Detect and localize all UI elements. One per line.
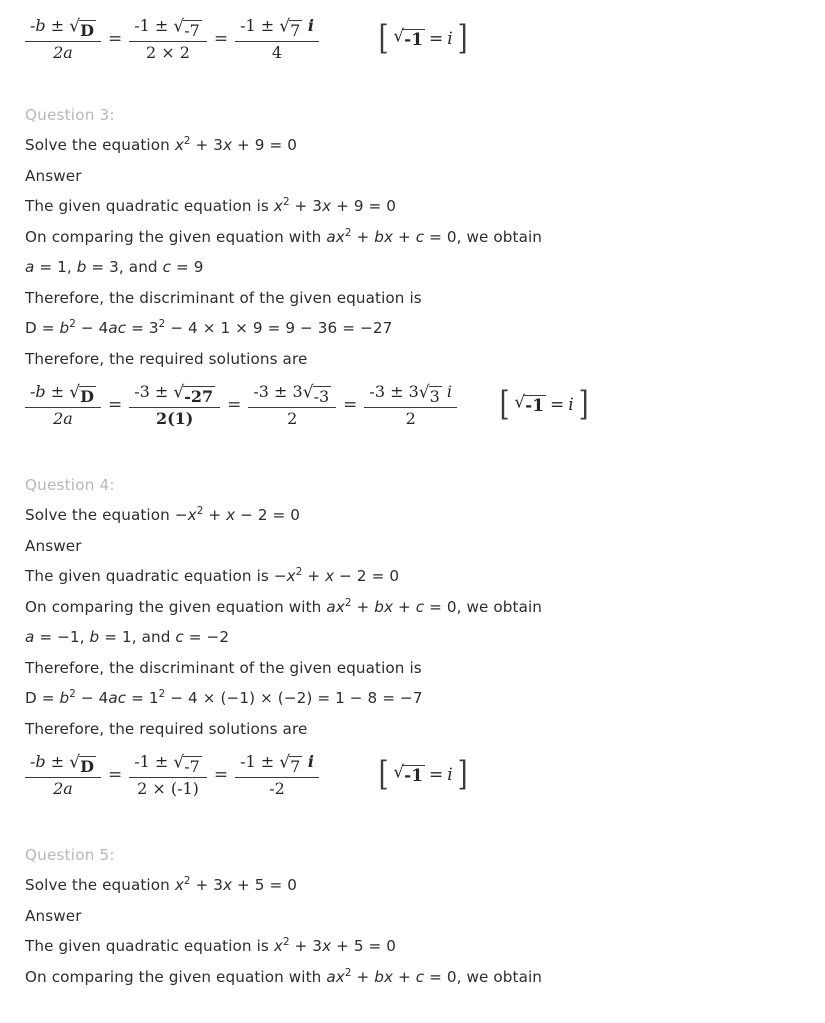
num-prefix: -3 ±	[134, 382, 174, 401]
bracket-open: [	[378, 753, 389, 794]
formula-expression	[25, 16, 319, 62]
question-heading-q5: Question 5:	[25, 845, 115, 864]
fraction-1	[25, 752, 101, 798]
radicand: -27	[184, 386, 214, 406]
equals-sign: =	[227, 394, 242, 415]
radical-icon: √ 7	[279, 16, 301, 40]
radical-icon: √ -1	[393, 26, 424, 50]
num-suffix: i	[302, 16, 314, 35]
fraction-numerator	[25, 16, 101, 41]
bracket-close: ]	[457, 753, 468, 794]
imaginary-unit-note	[498, 383, 590, 424]
discriminant-intro-q4: Therefore, the discriminant of the given equation is	[25, 658, 422, 677]
fraction-numerator	[248, 382, 336, 407]
formula-q2-solutions	[25, 16, 805, 62]
radical-icon: √ -27	[173, 382, 214, 406]
discriminant-calc-q3: $D = b^2 - 4ac = 3^2 - 4 \times 1 \times 9 = 9 - 36 = -27$	[25, 317, 393, 337]
fraction-numerator	[129, 382, 220, 407]
radical-icon: √ -1	[393, 762, 424, 786]
imaginary-unit: i	[447, 28, 453, 49]
num-prefix: -3 ± 3	[253, 382, 303, 401]
imaginary-unit-note	[377, 17, 469, 58]
fraction-denominator: 2a	[25, 407, 101, 428]
answer-label-q3: Answer	[25, 166, 82, 185]
fraction-denominator: 2 × (-1)	[129, 777, 207, 798]
radical-icon: √ D	[69, 16, 94, 40]
equals-sign: =	[429, 764, 444, 785]
fraction-numerator	[25, 382, 101, 407]
fraction-denominator: 2(1)	[129, 407, 220, 428]
imaginary-unit-note	[377, 753, 469, 794]
radicand: -1	[404, 766, 424, 786]
num-suffix: i	[302, 752, 314, 771]
question-prompt-q3: Solve the equation $x^2 + 3x + 9 = 0$	[25, 134, 298, 154]
fraction-numerator	[235, 16, 319, 41]
radicand: D	[80, 386, 94, 406]
fraction-1	[25, 382, 101, 428]
num-prefix: -b ±	[30, 16, 70, 35]
equals-sign: =	[213, 764, 229, 785]
radical-icon: √ 3	[418, 382, 440, 406]
radicand: 3	[429, 386, 440, 406]
equals-sign: =	[107, 28, 123, 49]
fraction-4	[364, 382, 457, 428]
question-heading-q4: Question 4:	[25, 475, 115, 494]
radicand: D	[80, 756, 94, 776]
question-prompt-q5: Solve the equation $x^2 + 3x + 5 = 0$	[25, 874, 298, 894]
discriminant-intro-q3: Therefore, the discriminant of the given equation is	[25, 288, 422, 307]
num-prefix: -1 ±	[240, 16, 280, 35]
radical-icon: √ D	[69, 382, 94, 406]
radicand: 7	[290, 756, 301, 776]
fraction-numerator	[25, 752, 101, 777]
formula-q4-solutions	[25, 752, 805, 798]
fraction-denominator: 2a	[25, 777, 101, 798]
radical-icon: √ -7	[173, 16, 200, 40]
num-prefix: -b ±	[30, 382, 70, 401]
num-prefix: -b ±	[30, 752, 70, 771]
fraction-3	[235, 752, 319, 798]
radical-icon: √ -1	[514, 392, 545, 416]
radical-icon: √ -3	[302, 382, 330, 406]
num-prefix: -1 ±	[240, 752, 280, 771]
bracket-close: ]	[578, 383, 589, 424]
question-prompt-q4: Solve the equation $-x^2 + x - 2 = 0$	[25, 504, 301, 524]
equals-sign: =	[429, 28, 444, 49]
fraction-2	[129, 16, 207, 62]
radicand: 7	[290, 20, 301, 40]
fraction-denominator: 2 × 2	[129, 41, 207, 62]
radicand: -7	[184, 756, 200, 776]
radicand: D	[80, 20, 94, 40]
radical-icon: √ 7	[279, 752, 301, 776]
equals-sign: =	[550, 394, 565, 415]
note-content	[390, 28, 455, 51]
formula-expression	[25, 382, 457, 428]
equals-sign: =	[107, 764, 123, 785]
fraction-denominator: 2	[364, 407, 457, 428]
radical-icon: √ -7	[173, 752, 200, 776]
num-prefix: -1 ±	[134, 16, 174, 35]
equals-sign: =	[107, 394, 123, 415]
num-suffix: i	[441, 382, 452, 401]
fraction-numerator	[129, 752, 207, 777]
radicand: -7	[184, 20, 200, 40]
formula-q3-solutions	[25, 382, 805, 428]
given-equation-q3: The given quadratic equation is $x^2 + 3x + 9 = 0$	[25, 195, 397, 215]
given-equation-q4: The given quadratic equation is $-x^2 + x - 2 = 0$	[25, 565, 400, 585]
num-prefix: -3 ± 3	[369, 382, 419, 401]
bracket-open: [	[499, 383, 510, 424]
compare-line-q5: On comparing the given equation with $ax^2$ + bx + c = 0, we obtain	[25, 966, 543, 986]
answer-label-q4: Answer	[25, 536, 82, 555]
fraction-1	[25, 16, 101, 62]
num-prefix: -1 ±	[134, 752, 174, 771]
compare-line-q3: On comparing the given equation with $ax^2$ + bx + c = 0, we obtain	[25, 226, 543, 246]
compare-line-q4: On comparing the given equation with $ax^2$ + bx + c = 0, we obtain	[25, 596, 543, 616]
note-content	[511, 394, 576, 417]
solutions-intro-q4: Therefore, the required solutions are	[25, 719, 308, 738]
answer-label-q5: Answer	[25, 906, 82, 925]
fraction-denominator: -2	[235, 777, 319, 798]
equals-sign: =	[213, 28, 229, 49]
radical-icon: √ D	[69, 752, 94, 776]
note-content	[390, 764, 455, 787]
imaginary-unit: i	[447, 764, 453, 785]
radicand: -1	[404, 30, 424, 50]
radicand: -1	[525, 396, 545, 416]
coefficients-q4: a = −1, b = 1, and c = −2	[25, 628, 230, 646]
formula-expression	[25, 752, 319, 798]
equals-sign: =	[343, 394, 358, 415]
fraction-3	[235, 16, 319, 62]
question-heading-q3: Question 3:	[25, 105, 115, 124]
discriminant-calc-q4: $D = b^2 - 4ac = 1^2 - 4 \times (-1) \times (-2) = 1 - 8 = -7$	[25, 687, 423, 707]
radicand: -3	[313, 386, 330, 406]
given-equation-q5: The given quadratic equation is $x^2 + 3x + 5 = 0$	[25, 935, 397, 955]
fraction-numerator	[364, 382, 457, 407]
solutions-intro-q3: Therefore, the required solutions are	[25, 349, 308, 368]
fraction-2	[129, 382, 220, 428]
fraction-2	[129, 752, 207, 798]
fraction-numerator	[129, 16, 207, 41]
bracket-open: [	[378, 17, 389, 58]
fraction-numerator	[235, 752, 319, 777]
bracket-close: ]	[457, 17, 468, 58]
coefficients-q3: a = 1, b = 3, and c = 9	[25, 258, 204, 276]
imaginary-unit: i	[568, 394, 574, 415]
fraction-3	[248, 382, 336, 428]
fraction-denominator: 2a	[25, 41, 101, 62]
fraction-denominator: 2	[248, 407, 336, 428]
fraction-denominator: 4	[235, 41, 319, 62]
